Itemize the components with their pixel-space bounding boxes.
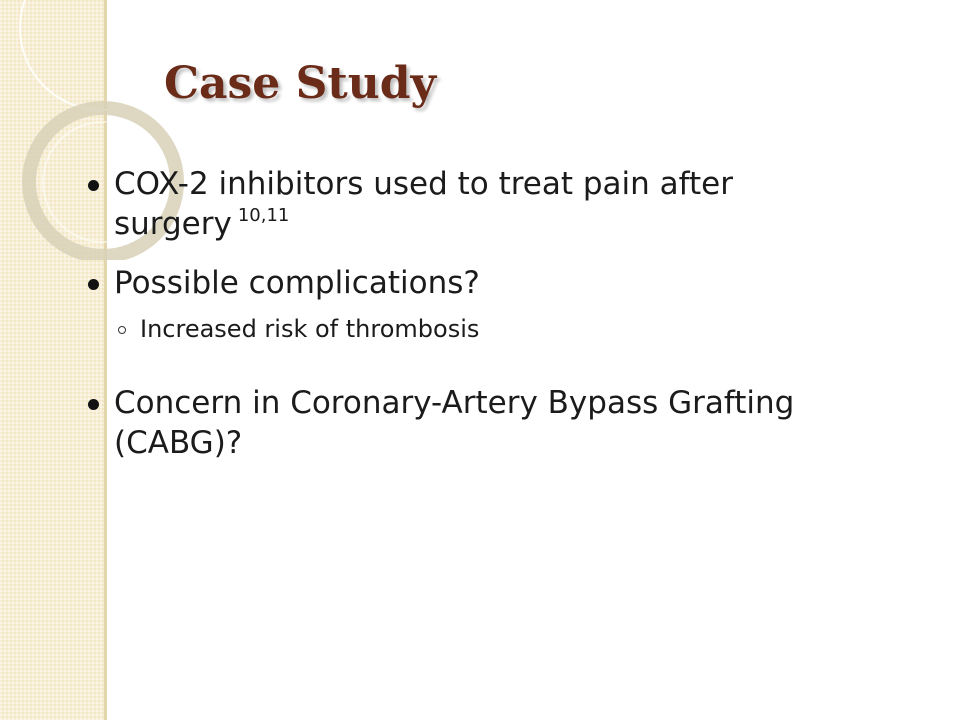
bullet-dot-icon <box>88 180 99 191</box>
sub-bullet-text: Increased risk of thrombosis <box>140 315 480 343</box>
bullet-dot-icon <box>88 399 99 410</box>
bullet-list <box>88 164 848 463</box>
bullet-text: COX-2 inhibitors used to treat pain after surgery <box>114 166 734 242</box>
bullet-item-cabg <box>88 383 848 463</box>
sub-bullet-item-thrombosis <box>88 313 848 345</box>
sub-bullet-circle-icon <box>118 326 126 334</box>
bullet-text: Possible complications? <box>114 265 480 301</box>
citation-superscript: 10,11 <box>237 205 290 226</box>
bullet-dot-icon <box>88 279 99 290</box>
slide-title: Case Study <box>164 58 437 109</box>
bullet-text: Concern in Coronary-Artery Bypass Grafting (CABG)? <box>114 385 795 461</box>
bullet-item-complications <box>88 263 848 303</box>
bullet-item-cox2 <box>88 164 848 249</box>
